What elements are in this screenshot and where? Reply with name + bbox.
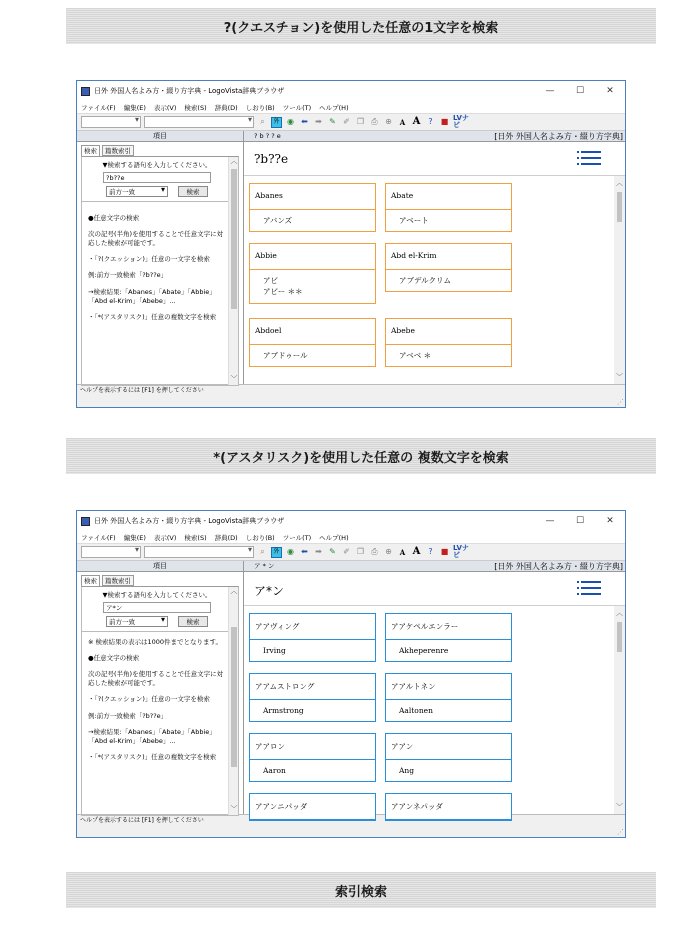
scroll-up-icon[interactable]: ︿ — [230, 157, 238, 165]
title-bar — [77, 81, 625, 101]
right-pane — [244, 131, 625, 384]
dictionary-browser-window-asterisk — [76, 510, 626, 838]
section-heading-question: ?(クエスチョン)を使用した任意の1文字を検索 — [66, 8, 656, 44]
bookmark-icon[interactable]: ■ — [440, 117, 449, 126]
pencil-icon[interactable]: ✎ — [329, 117, 336, 126]
dictionary-name: [日外 外国人名よみ方・綴り方字典] — [494, 132, 623, 141]
help-example-result: →検索結果:「Abanes」「Abate」「Abbie」「Abd el-Krim」「Abebe」... — [88, 727, 216, 745]
window-title: 日外 外国人名よみ方・綴り方字典 - LogoVista辞典ブラウザ — [94, 517, 285, 525]
menu-help[interactable]: ヘルプ(H) — [319, 533, 349, 542]
card-reading — [250, 760, 375, 781]
dictionary-name: [日外 外国人名よみ方・綴り方字典] — [494, 562, 623, 571]
marker-icon[interactable]: ✐ — [343, 117, 350, 126]
help-asterisk-rule: ・「*(アスタリスク)」任意の複数文字を検索 — [88, 312, 217, 321]
right-scrollbar[interactable] — [614, 176, 625, 384]
match-mode-select[interactable]: 前方一致 ▾ — [106, 616, 168, 627]
scroll-thumb[interactable] — [231, 627, 237, 767]
toolbar — [77, 114, 625, 131]
menu-search[interactable]: 検索(S) — [184, 103, 207, 112]
card-headword: Abanes — [250, 184, 375, 210]
scroll-up-icon[interactable]: ︿ — [616, 179, 623, 187]
left-pane — [77, 131, 244, 384]
lv-navi-button[interactable]: LVナビ — [453, 114, 469, 129]
pencil-icon[interactable]: ✎ — [329, 547, 336, 556]
font-large-button[interactable]: A — [412, 116, 421, 127]
card-reading-line: アブドゥール — [263, 351, 308, 360]
close-button[interactable]: ✕ — [606, 516, 614, 526]
font-large-button[interactable]: A — [412, 546, 421, 557]
query-heading: ア * ン — [254, 562, 275, 570]
card-reading-line: Armstrong — [263, 706, 304, 715]
left-pane-header: 項目 — [77, 561, 243, 572]
dictionary-combo[interactable] — [81, 116, 141, 128]
card-reading — [250, 640, 375, 661]
help-cursor-icon[interactable]: ? — [428, 547, 433, 556]
help-example: 例:前方一致検索「?b??e」 — [88, 271, 168, 280]
card-headword: アアムストロング — [250, 674, 375, 700]
menu-tools[interactable]: ツール(T) — [282, 103, 312, 112]
search-combo[interactable] — [144, 116, 254, 128]
card-reading-line: アバンズ — [263, 216, 293, 225]
result-card[interactable] — [385, 733, 512, 782]
menu-file[interactable]: ファイル(F) — [81, 103, 116, 112]
status-bar: ヘルプを表示するには [F1] を押してください — [77, 814, 625, 826]
binoculars-icon[interactable]: ⌕ — [260, 547, 265, 556]
search-combo[interactable] — [144, 546, 254, 558]
search-input[interactable]: ?b??e — [103, 172, 211, 183]
help-example-result: →検索結果:「Abanes」「Abate」「Abbie」「Abd el-Krim」「Abebe」... — [88, 287, 216, 305]
left-tabs — [77, 572, 243, 586]
card-headword: Abate — [386, 184, 511, 210]
result-card[interactable] — [249, 613, 376, 662]
result-card[interactable] — [249, 243, 376, 304]
section-heading-asterisk: *(アスタリスク)を使用した任意の 複数文字を検索 — [66, 438, 656, 474]
menu-dictionary[interactable]: 辞典(D) — [214, 533, 238, 542]
card-reading — [386, 640, 511, 661]
scroll-down-icon[interactable]: ﹀ — [616, 373, 623, 381]
menu-bar — [77, 101, 625, 114]
font-small-button[interactable]: A — [399, 117, 406, 127]
scroll-down-icon[interactable]: ﹀ — [616, 803, 623, 811]
card-reading-line: アビ — [263, 276, 278, 285]
maximize-button[interactable]: ☐ — [575, 516, 585, 526]
card-reading — [250, 210, 375, 231]
font-small-button[interactable]: A — [399, 547, 406, 557]
result-card[interactable] — [249, 733, 376, 782]
query-display: ?b??e — [244, 142, 625, 176]
search-button[interactable]: 検索 — [178, 616, 208, 627]
tab-search[interactable]: 検索 — [81, 575, 100, 586]
maximize-button[interactable]: ☐ — [575, 86, 585, 96]
help-example: 例:前方一致検索「?b??e」 — [88, 711, 168, 720]
menu-bar — [77, 531, 625, 544]
left-scrollbar[interactable] — [228, 157, 238, 385]
card-headword: アアンネパッダ — [386, 794, 511, 820]
toolbar — [77, 544, 625, 561]
card-reading — [386, 700, 511, 721]
match-mode-select[interactable]: 前方一致 ▾ — [106, 186, 168, 197]
search-prompt: ▼検索する語句を入力してください。 — [102, 591, 212, 599]
scroll-thumb[interactable] — [617, 192, 622, 222]
app-icon — [81, 517, 90, 526]
tab-index[interactable]: 篇数索引 — [102, 145, 134, 156]
resize-grip-icon[interactable]: ⋰ — [617, 828, 624, 836]
scroll-thumb[interactable] — [231, 169, 237, 309]
result-card[interactable] — [385, 318, 512, 367]
marker-icon[interactable]: ✐ — [343, 547, 350, 556]
menu-edit[interactable]: 編集(E) — [123, 533, 146, 542]
card-reading — [250, 345, 375, 366]
card-headword: アアケペルエンラー — [386, 614, 511, 640]
help-asterisk-rule: ・「*(アスタリスク)」任意の複数文字を検索 — [88, 752, 217, 761]
card-headword: Abd el-Krim — [386, 244, 511, 270]
search-panel — [81, 586, 239, 816]
main-area — [77, 561, 625, 814]
copy-icon[interactable]: ❐ — [356, 117, 365, 126]
help-text: 次の記号(半角)を使用することで任意文字に対応した検索が可能です。 — [88, 670, 224, 688]
minimize-button[interactable]: — — [545, 86, 555, 96]
card-reading-line: アベート — [399, 216, 429, 225]
help-question-rule: ・「?(クエッション)」任意の一文字を検索 — [88, 695, 210, 704]
scroll-thumb[interactable] — [617, 622, 622, 652]
help-heading: ●任意文字の検索 — [88, 654, 140, 663]
help-cursor-icon[interactable]: ? — [428, 117, 433, 126]
globe-icon[interactable]: ◉ — [287, 117, 294, 126]
card-reading-line: Aaron — [263, 766, 286, 775]
result-card[interactable] — [385, 183, 512, 232]
scroll-up-icon[interactable]: ︿ — [616, 609, 623, 617]
status-bar: ヘルプを表示するには [F1] を押してください — [77, 384, 625, 396]
help-text: 次の記号(半角)を使用することで任意文字に対応した検索が可能です。 — [88, 230, 224, 248]
section-heading-index: 索引検索 — [66, 872, 656, 908]
menu-file[interactable]: ファイル(F) — [81, 533, 116, 542]
card-headword: アアヴィング — [250, 614, 375, 640]
divider — [82, 631, 232, 632]
lv-navi-button[interactable]: LVナビ — [453, 544, 469, 559]
card-reading — [386, 345, 511, 366]
forward-arrow-icon[interactable]: ➡ — [315, 117, 322, 126]
right-pane-header — [244, 131, 625, 142]
menu-dictionary[interactable]: 辞典(D) — [214, 103, 238, 112]
scroll-down-icon[interactable]: ﹀ — [230, 375, 238, 383]
search-panel — [81, 156, 239, 386]
card-headword: アアルトネン — [386, 674, 511, 700]
left-scrollbar[interactable] — [228, 587, 238, 815]
back-arrow-icon[interactable]: ⬅ — [301, 117, 308, 126]
zoom-icon[interactable]: ⊕ — [385, 547, 392, 556]
card-reading — [250, 700, 375, 721]
card-reading — [386, 270, 511, 291]
right-scrollbar[interactable] — [614, 606, 625, 814]
result-card[interactable] — [249, 183, 376, 232]
copy-icon[interactable]: ❐ — [356, 547, 365, 556]
card-reading-line: アブデルクリム — [399, 276, 451, 285]
result-card[interactable] — [249, 318, 376, 367]
card-headword: アアロン — [250, 734, 375, 760]
resize-grip-icon[interactable]: ⋰ — [617, 398, 624, 406]
result-card[interactable] — [385, 613, 512, 662]
menu-search[interactable]: 検索(S) — [184, 533, 207, 542]
left-pane — [77, 561, 244, 814]
minimize-button[interactable]: — — [545, 516, 555, 526]
binoculars-icon[interactable]: ⌕ — [260, 117, 265, 126]
card-reading-line: Irving — [263, 646, 286, 655]
left-tabs — [77, 142, 243, 156]
right-pane-header — [244, 561, 625, 572]
left-pane-header: 項目 — [77, 131, 243, 142]
scroll-up-icon[interactable]: ︿ — [230, 587, 238, 595]
dictionary-browser-window-question — [76, 80, 626, 408]
card-reading — [386, 210, 511, 231]
search-input[interactable]: ア*ン — [103, 602, 211, 613]
menu-list-icon[interactable] — [581, 151, 601, 169]
forward-arrow-icon[interactable]: ➡ — [315, 547, 322, 556]
tab-index[interactable]: 篇数索引 — [102, 575, 134, 586]
search-prompt: ▼検索する語句を入力してください。 — [102, 161, 212, 169]
result-card[interactable] — [249, 673, 376, 722]
result-card[interactable] — [385, 243, 512, 292]
card-reading-line: Ang — [399, 766, 415, 775]
menu-bookmark[interactable]: しおり(B) — [245, 533, 275, 542]
query-heading: ? b ? ? e — [254, 132, 281, 140]
card-reading-line: Aaltonen — [399, 706, 433, 715]
print-icon[interactable]: ⎙ — [371, 547, 378, 556]
title-bar — [77, 511, 625, 531]
back-arrow-icon[interactable]: ⬅ — [301, 547, 308, 556]
globe-icon[interactable]: ◉ — [287, 547, 294, 556]
card-reading-line: アベベ ＊ — [399, 351, 432, 360]
divider — [82, 201, 232, 202]
help-limit-note: ※ 検索結果の表示は1000件までとなります。 — [88, 638, 223, 647]
menu-view[interactable]: 表示(V) — [153, 103, 177, 112]
bookmark-icon[interactable]: ■ — [440, 547, 449, 556]
gaiji-button[interactable]: 外 — [271, 547, 282, 558]
query-display: ア*ン — [244, 572, 625, 606]
right-pane — [244, 561, 625, 814]
card-reading — [250, 270, 375, 303]
app-icon — [81, 87, 90, 96]
help-question-rule: ・「?(クエッション)」任意の一文字を検索 — [88, 255, 210, 264]
dictionary-combo[interactable] — [81, 546, 141, 558]
print-icon[interactable]: ⎙ — [371, 117, 378, 126]
result-card[interactable] — [385, 793, 512, 821]
window-title: 日外 外国人名よみ方・綴り方字典 - LogoVista辞典ブラウザ — [94, 87, 285, 95]
search-button[interactable]: 検索 — [178, 186, 208, 197]
card-reading-line: アビー ＊＊ — [263, 287, 303, 297]
card-headword: アアンニパッダ — [250, 794, 375, 820]
result-card[interactable] — [385, 673, 512, 722]
menu-help[interactable]: ヘルプ(H) — [319, 103, 349, 112]
card-headword: Abbie — [250, 244, 375, 270]
main-area — [77, 131, 625, 384]
card-headword: アアン — [386, 734, 511, 760]
card-reading — [386, 760, 511, 781]
help-heading: ●任意文字の検索 — [88, 214, 140, 223]
card-reading-line: Akheperenre — [399, 646, 449, 655]
zoom-icon[interactable]: ⊕ — [385, 117, 392, 126]
menu-tools[interactable]: ツール(T) — [282, 533, 312, 542]
card-headword: Abebe — [386, 319, 511, 345]
close-button[interactable]: ✕ — [606, 86, 614, 96]
scroll-down-icon[interactable]: ﹀ — [230, 805, 238, 813]
tab-search[interactable]: 検索 — [81, 145, 100, 156]
menu-view[interactable]: 表示(V) — [153, 533, 177, 542]
card-headword: Abdoel — [250, 319, 375, 345]
menu-edit[interactable]: 編集(E) — [123, 103, 146, 112]
menu-bookmark[interactable]: しおり(B) — [245, 103, 275, 112]
gaiji-button[interactable]: 外 — [271, 117, 282, 128]
result-card[interactable] — [249, 793, 376, 821]
menu-list-icon[interactable] — [581, 581, 601, 599]
